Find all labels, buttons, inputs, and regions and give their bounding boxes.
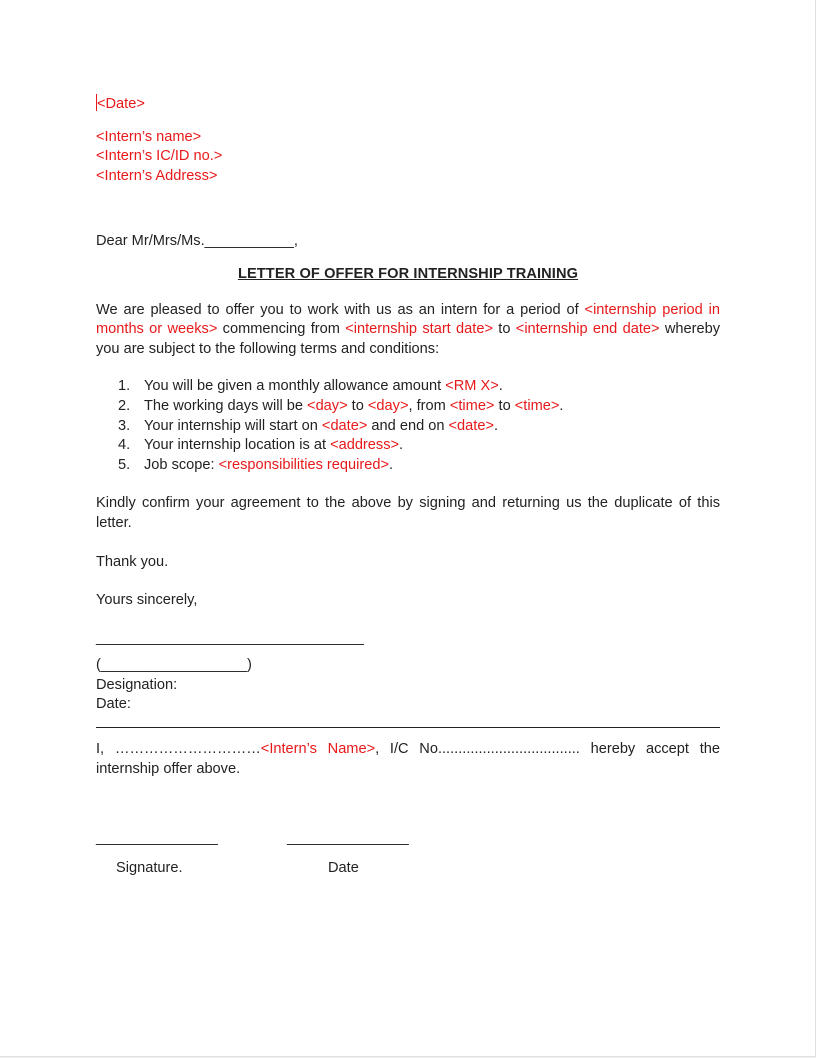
signature-block [96, 829, 720, 877]
signature-label: Signature. [116, 860, 183, 877]
confirm-paragraph: Kindly confirm your agreement to the above by signing and returning us the duplicate of this letter. [96, 495, 720, 531]
letter-body [96, 94, 720, 877]
designation-label: Designation: [96, 676, 178, 693]
intern-address-placeholder: <Intern’s Address> [96, 167, 218, 184]
signature-underline: _______________ [96, 830, 218, 847]
list-item: 1. You will be given a monthly allowance amount <RM X>. [118, 378, 503, 395]
acceptance-paragraph: I, …………………………<Intern’s Name>, I/C No................................... hereby accept the internship offer above. [96, 741, 720, 777]
date-label: Date: [96, 696, 131, 713]
list-item: 4. Your internship location is at <address>. [118, 437, 404, 454]
date-label-bottom: Date [328, 860, 359, 877]
list-item: 5. Job scope: <responsibilities required>. [118, 456, 394, 473]
intro-paragraph: We are pleased to offer you to work with us as an intern for a period of <internship period in months or weeks> commencing from <internship start date> to <internship end date> whereby you are subject to the following terms and conditions: [96, 301, 720, 357]
date-underline: _______________ [287, 830, 409, 847]
date-placeholder[interactable]: <Date> [97, 96, 145, 112]
list-item: 3. Your internship will start on <date> and end on <date>. [118, 417, 499, 434]
thanks-text: Thank you. [96, 553, 169, 570]
terms-list [96, 377, 720, 475]
letter-title: LETTER OF OFFER FOR INTERNSHIP TRAINING [237, 265, 579, 282]
salutation: Dear Mr/Mrs/Ms.___________, [96, 233, 298, 250]
intern-name-placeholder: <Intern’s name> [96, 128, 202, 145]
closing-text: Yours sincerely, [96, 592, 198, 609]
list-item: 2. The working days will be <day> to <day>, from <time> to <time>. [118, 397, 564, 414]
signatory-name: (__________________) [96, 657, 252, 674]
intern-ic-placeholder: <Intern’s IC/ID no.> [96, 148, 223, 165]
signature-line: _________________________________ [96, 629, 364, 646]
